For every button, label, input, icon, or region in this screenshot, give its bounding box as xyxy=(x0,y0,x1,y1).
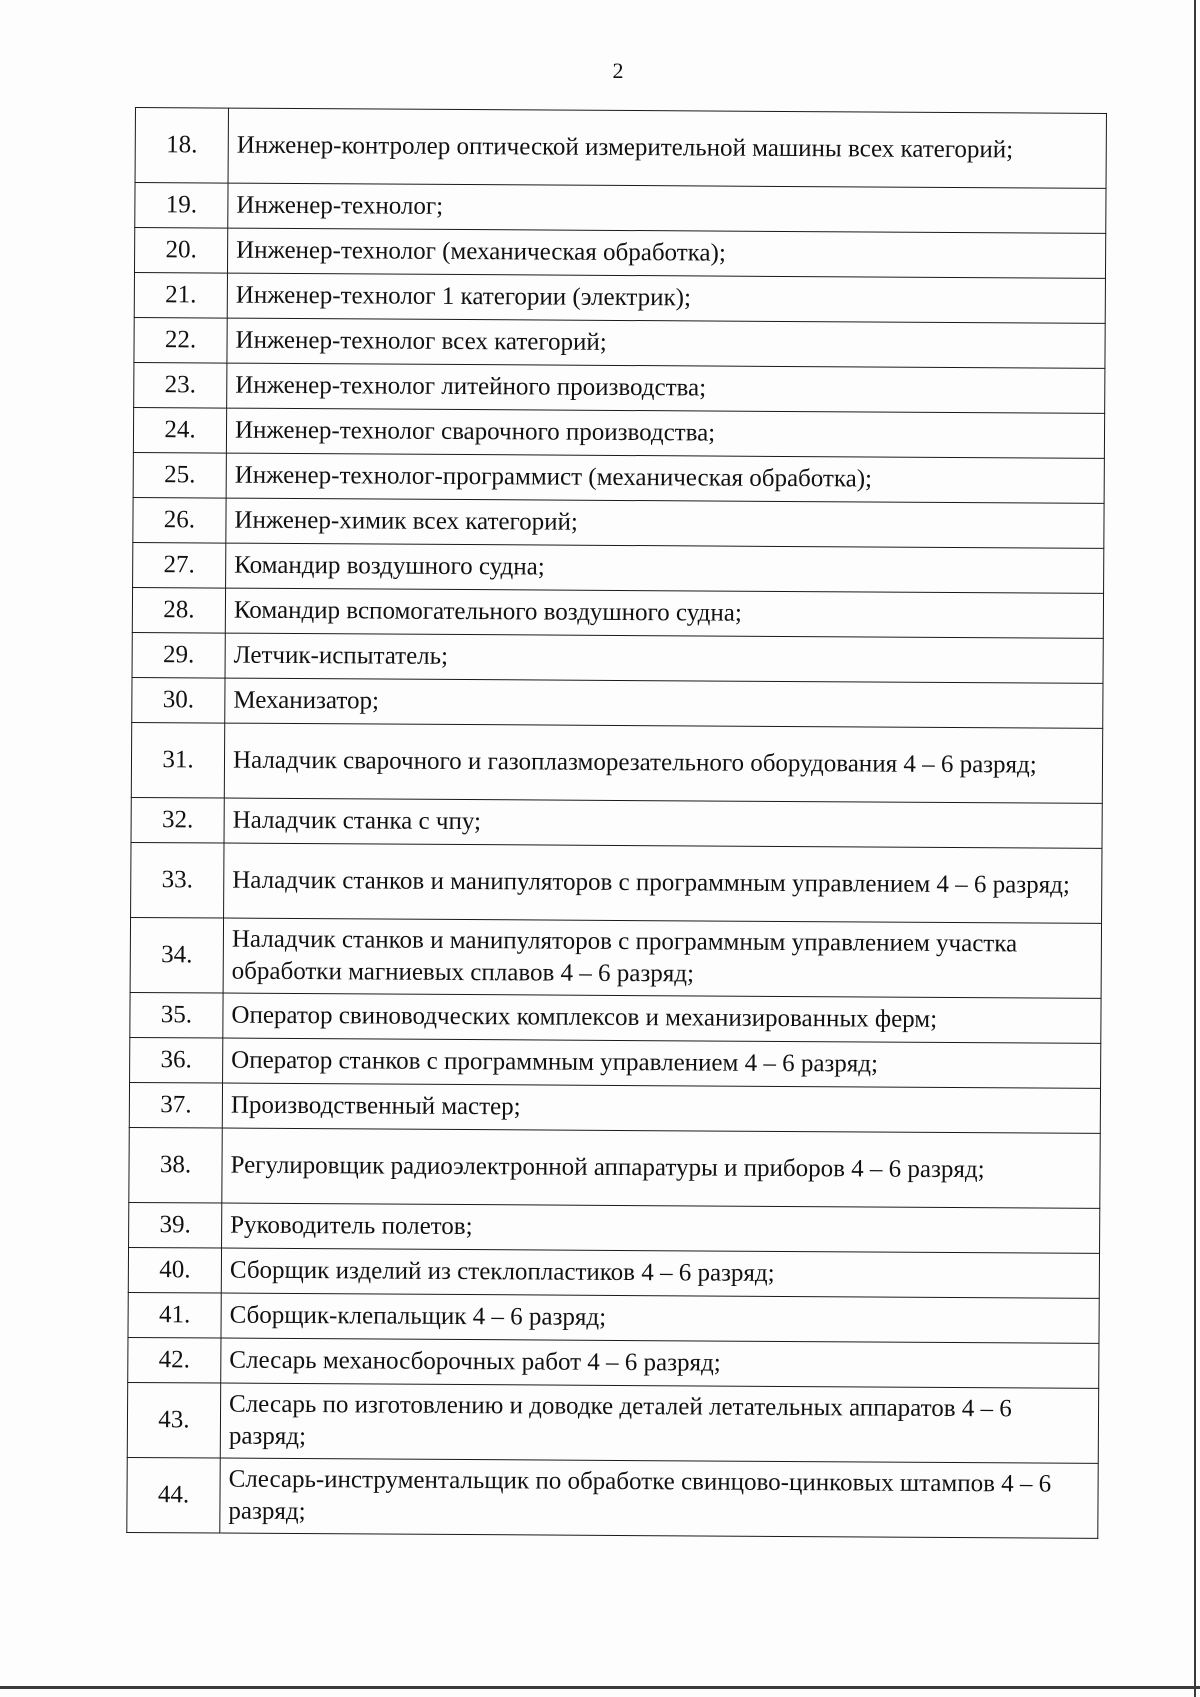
table-row xyxy=(128,1247,1099,1298)
table-row xyxy=(134,228,1105,279)
table-row xyxy=(129,1082,1100,1133)
table-row xyxy=(134,272,1105,323)
table-row xyxy=(132,632,1103,683)
profession-name: Механизатор; xyxy=(225,678,1103,728)
row-number: 28. xyxy=(132,587,225,633)
table-row xyxy=(131,722,1102,803)
profession-name: Руководитель полетов; xyxy=(222,1203,1100,1253)
row-number: 23. xyxy=(134,362,227,408)
table-row xyxy=(134,362,1105,413)
table-row xyxy=(132,587,1103,638)
profession-name: Слесарь механосборочных работ 4 – 6 разряд; xyxy=(221,1338,1099,1388)
profession-name: Наладчик станков и манипуляторов с программным управлением 4 – 6 разряд; xyxy=(224,843,1102,923)
profession-name: Производственный мастер; xyxy=(222,1083,1100,1133)
row-number: 34. xyxy=(130,917,223,993)
table-row xyxy=(128,1337,1099,1388)
profession-name: Инженер-технолог 1 категории (электрик); xyxy=(227,273,1105,323)
row-number: 19. xyxy=(135,183,228,229)
profession-name: Наладчик станков и манипуляторов с программным управлением участка обработки магниевых сплавов 4 – 6 разряд; xyxy=(223,918,1101,998)
profession-name: Наладчик сварочного и газоплазморезательного оборудования 4 – 6 разряд; xyxy=(224,723,1102,803)
table-row xyxy=(133,407,1104,458)
profession-name: Слесарь-инструментальщик по обработке свинцово-цинковых штампов 4 – 6 разряд; xyxy=(220,1458,1098,1538)
row-number: 25. xyxy=(133,452,226,498)
scan-edge-bottom xyxy=(0,1686,1200,1689)
table-row xyxy=(131,842,1102,923)
row-number: 38. xyxy=(129,1127,222,1203)
profession-name: Летчик-испытатель; xyxy=(225,633,1103,683)
row-number: 36. xyxy=(130,1037,223,1083)
profession-name: Сборщик-клепальщик 4 – 6 разряд; xyxy=(221,1293,1099,1343)
profession-name: Инженер-технолог (механическая обработка); xyxy=(227,228,1105,278)
profession-name: Оператор свиноводческих комплексов и механизированных ферм; xyxy=(223,993,1101,1043)
table-row xyxy=(127,1382,1098,1463)
table-row xyxy=(135,108,1106,189)
row-number: 26. xyxy=(133,497,226,543)
row-number: 32. xyxy=(131,797,224,843)
table-row xyxy=(132,677,1103,728)
table-row xyxy=(133,497,1104,548)
row-number: 39. xyxy=(129,1202,222,1248)
profession-name: Инженер-контролер оптической измерительной машины всех категорий; xyxy=(228,108,1106,188)
profession-name: Инженер-технолог всех категорий; xyxy=(227,318,1105,368)
row-number: 22. xyxy=(134,317,227,363)
row-number: 21. xyxy=(134,272,227,318)
table-row xyxy=(133,452,1104,503)
row-number: 37. xyxy=(129,1082,222,1128)
row-number: 31. xyxy=(131,722,224,798)
table-row xyxy=(130,917,1101,998)
row-number: 41. xyxy=(128,1292,221,1338)
profession-name: Инженер-технолог-программист (механическая обработка); xyxy=(226,453,1104,503)
table-row xyxy=(128,1292,1099,1343)
profession-name: Оператор станков с программным управлением 4 – 6 разряд; xyxy=(223,1038,1101,1088)
row-number: 33. xyxy=(131,842,224,918)
profession-name: Регулировщик радиоэлектронной аппаратуры и приборов 4 – 6 разряд; xyxy=(222,1128,1100,1208)
table-row xyxy=(131,797,1102,848)
table-row xyxy=(129,1127,1100,1208)
row-number: 27. xyxy=(133,542,226,588)
row-number: 18. xyxy=(135,108,228,184)
row-number: 40. xyxy=(128,1247,221,1293)
row-number: 24. xyxy=(133,407,226,453)
table-row xyxy=(133,542,1104,593)
table-row xyxy=(130,992,1101,1043)
row-number: 44. xyxy=(127,1457,220,1533)
row-number: 35. xyxy=(130,992,223,1038)
row-number: 20. xyxy=(134,228,227,274)
profession-name: Инженер-технолог сварочного производства; xyxy=(226,408,1104,458)
table-row xyxy=(135,183,1106,234)
page-number: 2 xyxy=(612,58,624,83)
row-number: 29. xyxy=(132,632,225,678)
profession-table xyxy=(126,107,1107,1539)
table-row xyxy=(130,1037,1101,1088)
profession-name: Сборщик изделий из стеклопластиков 4 – 6 разряд; xyxy=(221,1248,1099,1298)
table-row xyxy=(134,317,1105,368)
scan-edge-right xyxy=(1194,0,1196,1697)
table-row xyxy=(129,1202,1100,1253)
profession-name: Инженер-технолог; xyxy=(228,183,1106,233)
profession-name: Инженер-химик всех категорий; xyxy=(226,498,1104,548)
profession-name: Командир воздушного судна; xyxy=(226,543,1104,593)
profession-name: Инженер-технолог литейного производства; xyxy=(227,363,1105,413)
table-row xyxy=(127,1457,1098,1538)
row-number: 42. xyxy=(128,1337,221,1383)
row-number: 43. xyxy=(127,1382,220,1458)
profession-name: Наладчик станка с чпу; xyxy=(224,798,1102,848)
profession-table-body xyxy=(127,108,1107,1539)
row-number: 30. xyxy=(132,677,225,723)
profession-name: Слесарь по изготовлению и доводке деталей летательных аппаратов 4 – 6 разряд; xyxy=(220,1383,1098,1463)
profession-name: Командир вспомогательного воздушного судна; xyxy=(225,588,1103,638)
